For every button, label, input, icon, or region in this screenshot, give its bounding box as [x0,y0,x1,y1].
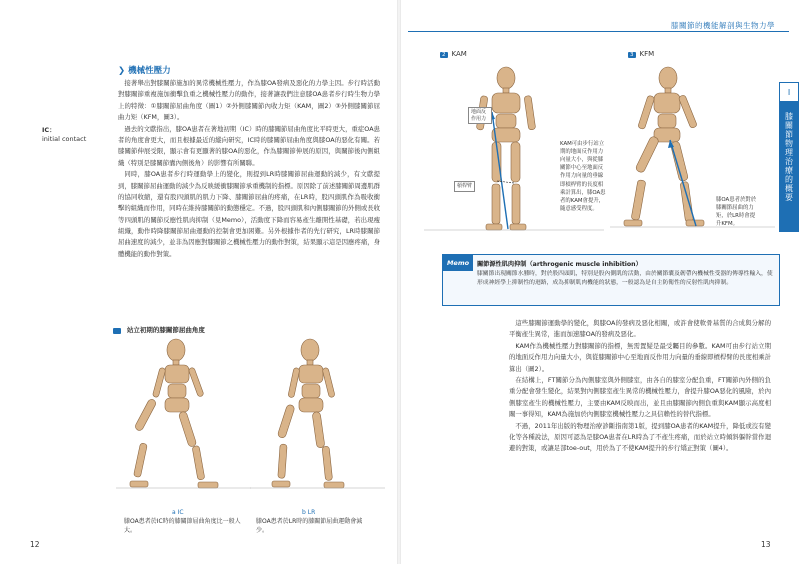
lever-arm-label: 槓桿臂 [454,181,475,192]
margin-note [42,126,112,144]
panel-label: IC [177,509,184,516]
page-number-left: 12 [30,540,40,549]
section-heading [118,64,171,76]
mannequin-lr-illustration [250,336,385,512]
figure2-label [440,50,467,58]
running-head-rule [408,31,789,32]
paragraph: KAM作為機械性壓力對膝關節的指標，無需置疑是最受矚目的參數。KAM可由步行站立期的地面反作用力向量大小，與從膝關節中心至地面反作用力向量的垂線即槓桿臂的長度相乘計算出（圖2）。 [509,341,772,373]
figure3-callout: 膝OA患者於對於膝關節屈曲的力矩，於LR時會提升KFM。 [716,197,757,228]
figure2-number: 2 [442,52,446,58]
grf-label: 地面反作用力 [468,107,492,124]
paragraph: 這些膝關節運動學的變化，與膝OA的發病及惡化相關，或許會使軟骨基質的合成與分解的平衡產生異常，進而加速膝OA的發病及惡化。 [509,319,771,339]
figure1-a-caption: 膝OA患者於IC時的膝關節屈曲角度比一般人大。 [124,518,241,534]
side-tab-mark: I [779,82,799,102]
figure1-number: 1 [115,328,119,334]
chapter-side-tab [779,82,799,232]
panel-label: LR [307,509,316,516]
memo-title: 關節源性肌肉抑制（arthrogenic muscle inhibition） [477,261,642,268]
paragraph: 過去的文獻指出，膝OA患者在著地初期（IC）時的膝關節屈曲角度比平時更大，重症OA患者的角度會更大，而且根據最近的縱向研究，IC時的膝關節屈曲角度與膝OA的惡化有關。若膝關節伸展受限，顯示會有更顯著的膝OA的惡化，作為膝關節伸展的原因，與關節後內側組織（特別是膝關節囊內側後角）的影響有所關聯。 [118,124,380,167]
right-body-text [509,318,771,455]
figure1-a-label [172,509,184,516]
figure1-panel-b [250,336,385,512]
running-head: 膝關節的機能解剖與生物力學 [671,21,775,30]
figure3-number: 3 [630,52,634,58]
figure1-title-text: 站立初期的膝關節屈曲角度 [126,326,205,334]
figure1-panel-a [116,336,251,512]
panel-letter: a [172,509,176,516]
left-body-text [118,78,380,260]
figure2-title: KAM [451,50,467,58]
figure1-b-label [302,509,315,516]
figure3-label [628,50,654,58]
memo-box [442,254,780,306]
page-number-right: 13 [761,540,771,549]
figure1-title [113,325,205,334]
paragraph: 在結構上，FT關節分為內側膝室與外側膝室，由各自的膝室分配負重，FT關節內外側的負重分配會發生變化，結果對內側膝室產生異常的機械性壓力，會提升膝OA惡化的風險，於內側膝室產生的機械性壓力，主要由KAM反映而出，並且由膝關節內側負重與KAM顯示高度相關一事得知，KAM為施加於內側膝室機械性壓力之具信賴性的替代指標。 [509,375,771,419]
margin-note-definition: initial contact [42,135,87,144]
paragraph: 不過，2011年出版的物理治療診斷指南第1版，提到膝OA患者的KAM提升，降低或沒有變化等各種說法，原因可認為是膝OA患者在LR時為了不產生疼痛，而於站立時傾斜軀幹當作迴避的對策，或讓足部toe-out，用於為了不使KAM提升的步行矯正對策（圖4）。 [509,421,771,453]
section-title: 機械性壓力 [128,66,171,76]
book-gutter [397,0,401,564]
panel-letter: b [302,509,306,516]
figure2-callout: KAM可由步行站立期的地面反作用力向量大小，與從膝關節中心至地面反作用力向量的垂線即槓桿臂的長度相乘計算出，膝OA患者的KAM會提升，隨意感受程度。 [560,141,606,212]
paragraph: 接著舉出對膝關節施加的異常機械性壓力，作為膝OA發病及惡化的力學主因。步行時活動對膝關節重複施加衝擊負重之機械性壓力的動作，接著讓我們注意膝OA患者步行時生物力學上的特徵：①膝關節屈曲角度（圖1）②外側膝關節內收力矩（KAM，圖2）③外側膝關節屈曲力矩（KFM，圖3）。 [118,79,380,122]
figure3-title: KFM [639,50,655,58]
memo-badge: Memo [443,255,473,271]
figure1-b-caption: 膝OA患者於LR時的膝關節屈曲運動會減少。 [256,518,363,534]
chevron-right-icon: ❯ [118,66,126,76]
side-tab-label: 膝關節物理治療的概要 [784,112,794,202]
paragraph: 同時，膝OA患者步行時運動學上的變化，則提到LR時膝關節屈曲運動的減少，有文獻提到，膝關節屈曲運動的減少為反映緩衝膝關節承重機制的指標。原因除了前述膝關節周邊肌群的協同收縮，還有股四頭肌的肌力下降、膝關節屈曲的疼痛，在LR時，股四頭肌作為吸收衝擊的組織而作用，同時在維持膝關節的動態穩定。不過，股四頭肌和內側膝關節的外側或長收等四頭肌的關節反應性肌肉抑制（見Memo），活動度下降而容易產生離開性基礎，若出現瘦組織，動作時降膝關節屈曲運動的控制會更加困難。另外根據作者的先行研究，LR時膝關節屈曲速度的減少，並非為因應對膝關節之機械性壓力的動作對策，結果顯示這是因應疼痛，身體機能的動作對策。 [118,170,381,258]
mannequin-ic-illustration [116,336,251,512]
margin-note-term: IC： [42,126,56,134]
memo-body: 膝關節出現關節水腫時，對於股四頭肌，特別是股內側肌的活動，由於關節囊及韌帶內機械性受器的傳導性輸入，使形成神經學上抑制性的迴路，成為抑制肌肉機能的狀態，一般認為是自主防衛性的反射性肌肉抑制。 [477,271,773,286]
